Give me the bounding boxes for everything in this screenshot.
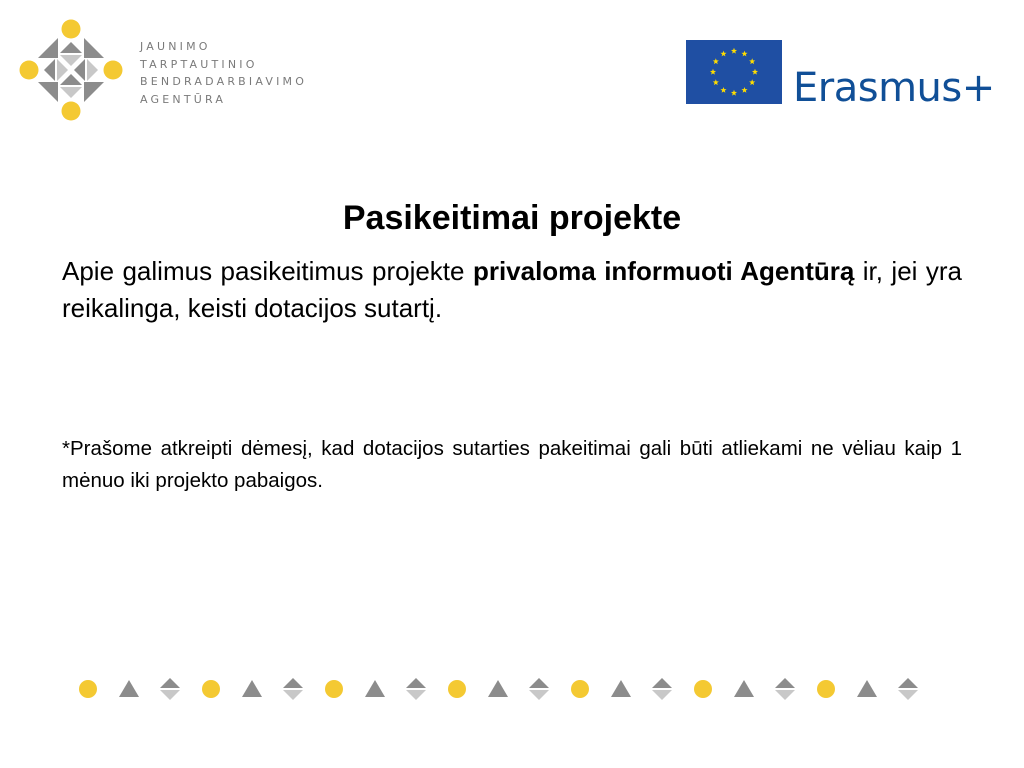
gray-triangle-icon	[857, 680, 877, 697]
main-paragraph	[62, 253, 962, 327]
yellow-circle-icon	[202, 680, 220, 698]
split-diamond-icon	[283, 678, 303, 700]
split-diamond-icon	[406, 678, 426, 700]
gray-triangle-icon	[119, 680, 139, 697]
gray-triangle-icon	[365, 680, 385, 697]
slide-title: Pasikeitimai projekte	[342, 199, 682, 237]
yellow-circle-icon	[817, 680, 835, 698]
note-paragraph: *Prašome atkreipti dėmesį, kad dotacijos sutarties pakeitimai gali būti atliekami ne vėliau kaip 1 mėnuo iki projekto pabaigos.	[62, 437, 962, 492]
gray-triangle-icon	[488, 680, 508, 697]
agency-name-line: BENDRADARBIAVIMO	[140, 75, 308, 89]
erasmus-wordmark: Erasmus+	[793, 65, 995, 111]
main-paragraph-text: ir, jei yra reikalinga, keisti dotacijos sutartį.	[62, 256, 962, 323]
split-diamond-icon	[652, 678, 672, 700]
split-diamond-icon	[529, 678, 549, 700]
main-paragraph-text: Apie galimus pasikeitimus projekte	[62, 256, 473, 286]
split-diamond-icon	[160, 678, 180, 700]
yellow-circle-icon	[571, 680, 589, 698]
eu-flag-icon	[686, 40, 782, 104]
agency-name	[140, 38, 307, 108]
yellow-circle-icon	[79, 680, 97, 698]
gray-triangle-icon	[611, 680, 631, 697]
agency-name-line: JAUNIMO	[140, 40, 211, 53]
decorative-border	[76, 676, 936, 704]
yellow-circle-icon	[325, 680, 343, 698]
yellow-circle-icon	[448, 680, 466, 698]
split-diamond-icon	[898, 678, 918, 700]
gray-triangle-icon	[734, 680, 754, 697]
yellow-circle-icon	[694, 680, 712, 698]
gray-triangle-icon	[242, 680, 262, 697]
agency-name-line: TARPTAUTINIO	[140, 57, 258, 71]
main-paragraph-emphasis: privaloma informuoti Agentūrą	[472, 256, 855, 286]
split-diamond-icon	[775, 678, 795, 700]
agency-name-line: AGENTŪRA	[140, 92, 227, 106]
jtba-emblem-icon	[18, 18, 128, 124]
